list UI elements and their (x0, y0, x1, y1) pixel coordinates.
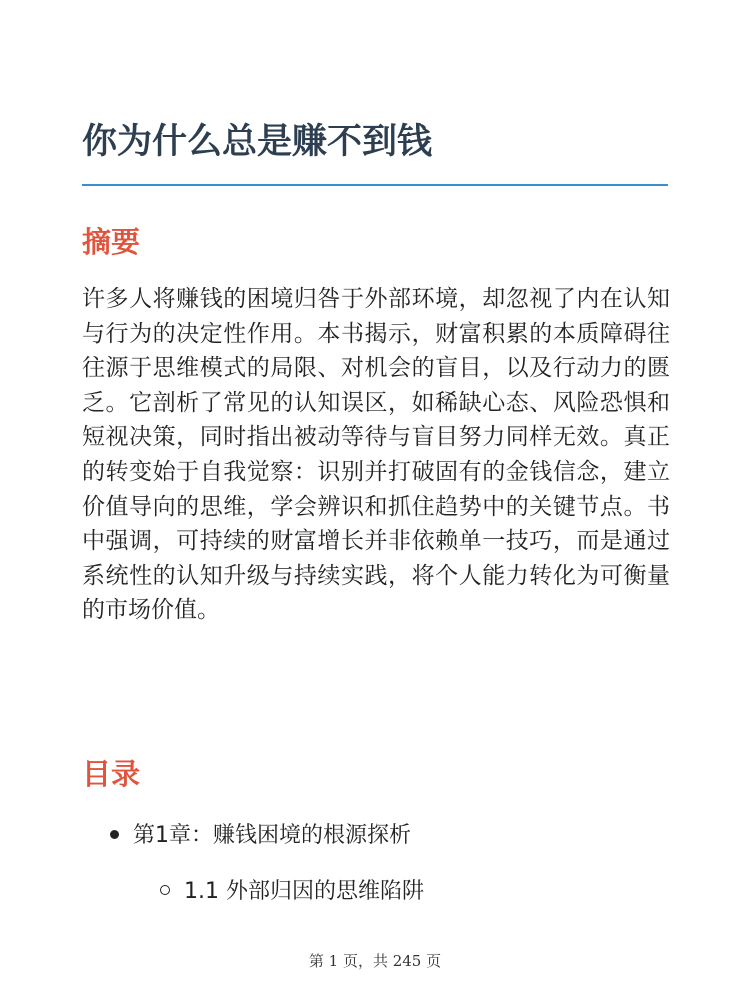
toc-item-section-1-1[interactable] (160, 876, 424, 908)
toc-item-label: 第1章：赚钱困境的根源探析 (133, 823, 411, 848)
title-divider (82, 184, 668, 186)
toc-heading: 目录 (82, 757, 141, 791)
abstract-heading: 摘要 (82, 225, 141, 259)
toc-item-chapter-1[interactable] (110, 820, 411, 852)
page-number-footer: 第 1 页，共 245 页 (308, 952, 442, 970)
bullet-circle-icon (160, 885, 170, 895)
toc-item-label: 1.1 外部归因的思维陷阱 (184, 879, 424, 904)
document-title: 你为什么总是赚不到钱 (82, 122, 433, 162)
bullet-disc-icon (110, 830, 119, 839)
abstract-paragraph: 许多人将赚钱的困境归咎于外部环境，却忽视了内在认知与行为的决定性作用。本书揭示，财富积累的本质障碍往往源于思维模式的局限、对机会的盲目，以及行动力的匮乏。它剖析了常见的认知误区，如稀缺心态、风险恐惧和短视决策，同时指出被动等待与盲目努力同样无效。真正的转变始于自我觉察：识别并打破固有的金钱信念，建立价值导向的思维，学会辨识和抓住趋势中的关键节点。书中强调，可持续的财富增长并非依赖单一技巧，而是通过系统性的认知升级与持续实践，将个人能力转化为可衡量的市场价值。 (82, 286, 670, 624)
